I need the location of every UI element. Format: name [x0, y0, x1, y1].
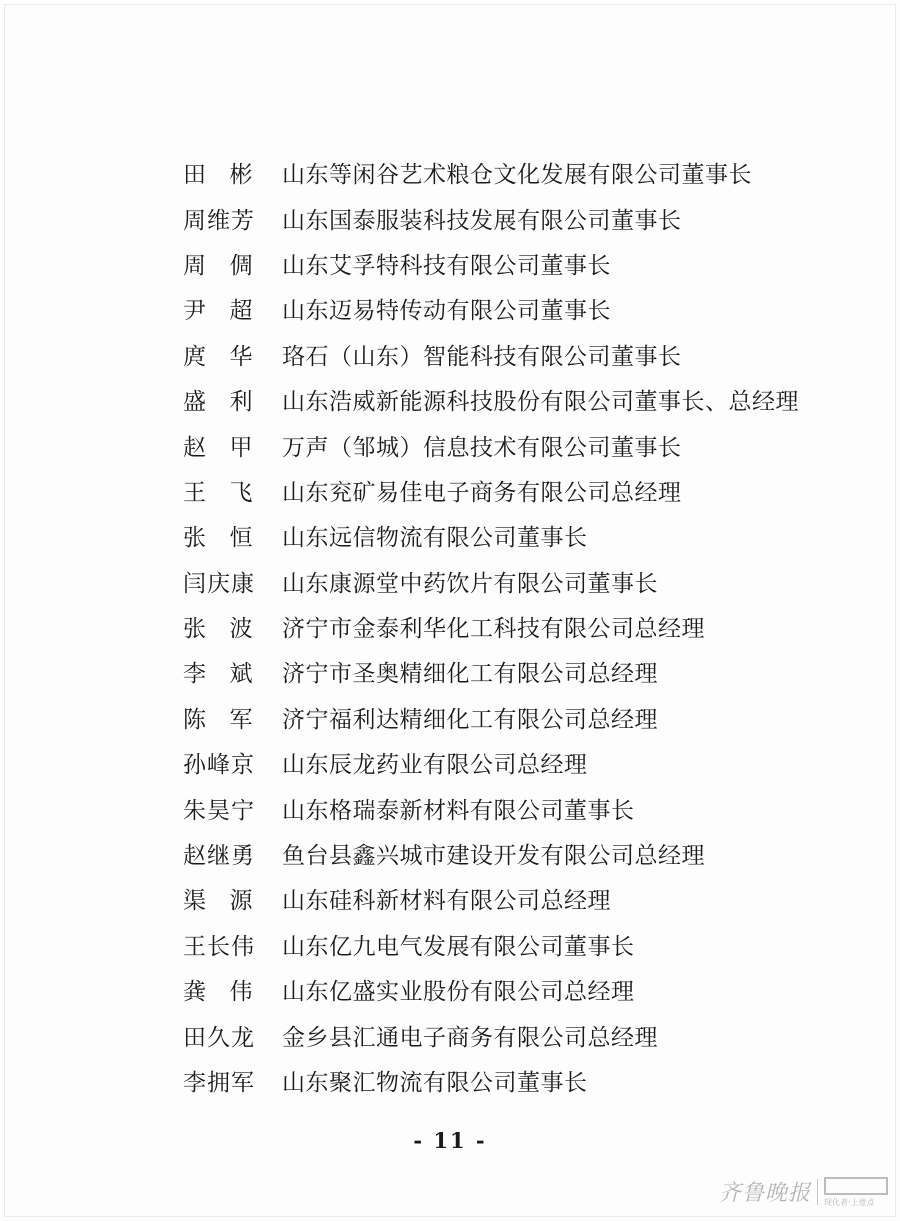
list-item [183, 195, 799, 240]
position-title: 山东国泰服装科技发展有限公司董事长 [282, 207, 682, 234]
position-title: 金乡县汇通电子商务有限公司总经理 [282, 1024, 658, 1051]
person-name: 李 斌 [183, 661, 253, 688]
person-name: 田 彬 [183, 162, 253, 189]
position-title: 山东格瑞泰新材料有限公司董事长 [282, 797, 635, 824]
list-item [183, 740, 799, 785]
person-name: 闫 庆 康 [183, 570, 253, 597]
list-item [183, 422, 799, 467]
list-item [183, 1058, 799, 1103]
list-item [183, 1012, 799, 1057]
watermark-slogan: 现化者·上壹点 [824, 1197, 875, 1207]
list-item [183, 649, 799, 694]
person-name: 周 倜 [183, 252, 253, 279]
person-name: 渠 源 [183, 888, 253, 915]
person-name: 周 维 芳 [183, 207, 253, 234]
list-item [183, 468, 799, 513]
person-name: 朱 昊 宁 [183, 797, 253, 824]
position-title: 鱼台县鑫兴城市建设开发有限公司总经理 [282, 843, 705, 870]
position-title: 山东等闲谷艺术粮仓文化发展有限公司董事长 [282, 162, 752, 189]
list-item [183, 559, 799, 604]
position-title: 万声（邹城）信息技术有限公司董事长 [282, 434, 682, 461]
position-title: 山东辰龙药业有限公司总经理 [282, 752, 588, 779]
person-name: 田 久 龙 [183, 1024, 253, 1051]
watermark-divider [817, 1179, 818, 1205]
watermark-brand: 齐鲁晚报 [718, 1181, 811, 1206]
position-title: 济宁市圣奥精细化工有限公司总经理 [282, 661, 658, 688]
list-item [183, 241, 799, 286]
person-name: 王 长 伟 [183, 933, 253, 960]
person-name: 张 恒 [183, 525, 253, 552]
position-title: 山东艾孚特科技有限公司董事长 [282, 252, 611, 279]
person-name: 陈 军 [183, 706, 253, 733]
watermark [719, 1176, 888, 1207]
person-name: 张 波 [183, 616, 253, 643]
list-item [183, 286, 799, 331]
position-title: 济宁福利达精细化工有限公司总经理 [282, 706, 658, 733]
position-title: 山东聚汇物流有限公司董事长 [282, 1070, 588, 1096]
position-title: 山东迈易特传动有限公司董事长 [282, 298, 611, 325]
list-item [183, 785, 799, 830]
logo-box-icon [824, 1177, 888, 1195]
person-name: 孙 峰 京 [183, 752, 253, 779]
list-item [183, 377, 799, 422]
list-item [183, 332, 799, 377]
position-title: 山东亿九电气发展有限公司董事长 [282, 933, 635, 960]
person-name: 王 飞 [183, 479, 253, 506]
list-item [183, 831, 799, 876]
list-item [183, 876, 799, 921]
person-name: 庹 华 [183, 343, 253, 370]
list-item [183, 150, 799, 195]
person-name: 盛 利 [183, 389, 253, 416]
position-title: 珞石（山东）智能科技有限公司董事长 [282, 343, 682, 370]
list-item [183, 604, 799, 649]
list-item [183, 513, 799, 558]
person-name: 尹 超 [183, 298, 253, 325]
person-name: 李 拥 军 [183, 1070, 253, 1096]
position-title: 山东硅科新材料有限公司总经理 [282, 888, 611, 915]
person-name: 赵 甲 [183, 434, 253, 461]
watermark-logo [824, 1177, 888, 1207]
position-title: 济宁市金泰利华化工科技有限公司总经理 [282, 616, 705, 643]
person-name: 龚 伟 [183, 979, 253, 1006]
list-item [183, 967, 799, 1012]
position-title: 山东康源堂中药饮片有限公司董事长 [282, 570, 658, 597]
person-name: 赵 继 勇 [183, 843, 253, 870]
name-list [183, 150, 799, 1103]
position-title: 山东浩威新能源科技股份有限公司董事长、总经理 [282, 389, 799, 416]
position-title: 山东兖矿易佳电子商务有限公司总经理 [282, 479, 682, 506]
list-item [183, 695, 799, 740]
list-item [183, 922, 799, 967]
position-title: 山东亿盛实业股份有限公司总经理 [282, 979, 635, 1006]
position-title: 山东远信物流有限公司董事长 [282, 525, 588, 552]
page-number: - 11 - [413, 1128, 487, 1153]
